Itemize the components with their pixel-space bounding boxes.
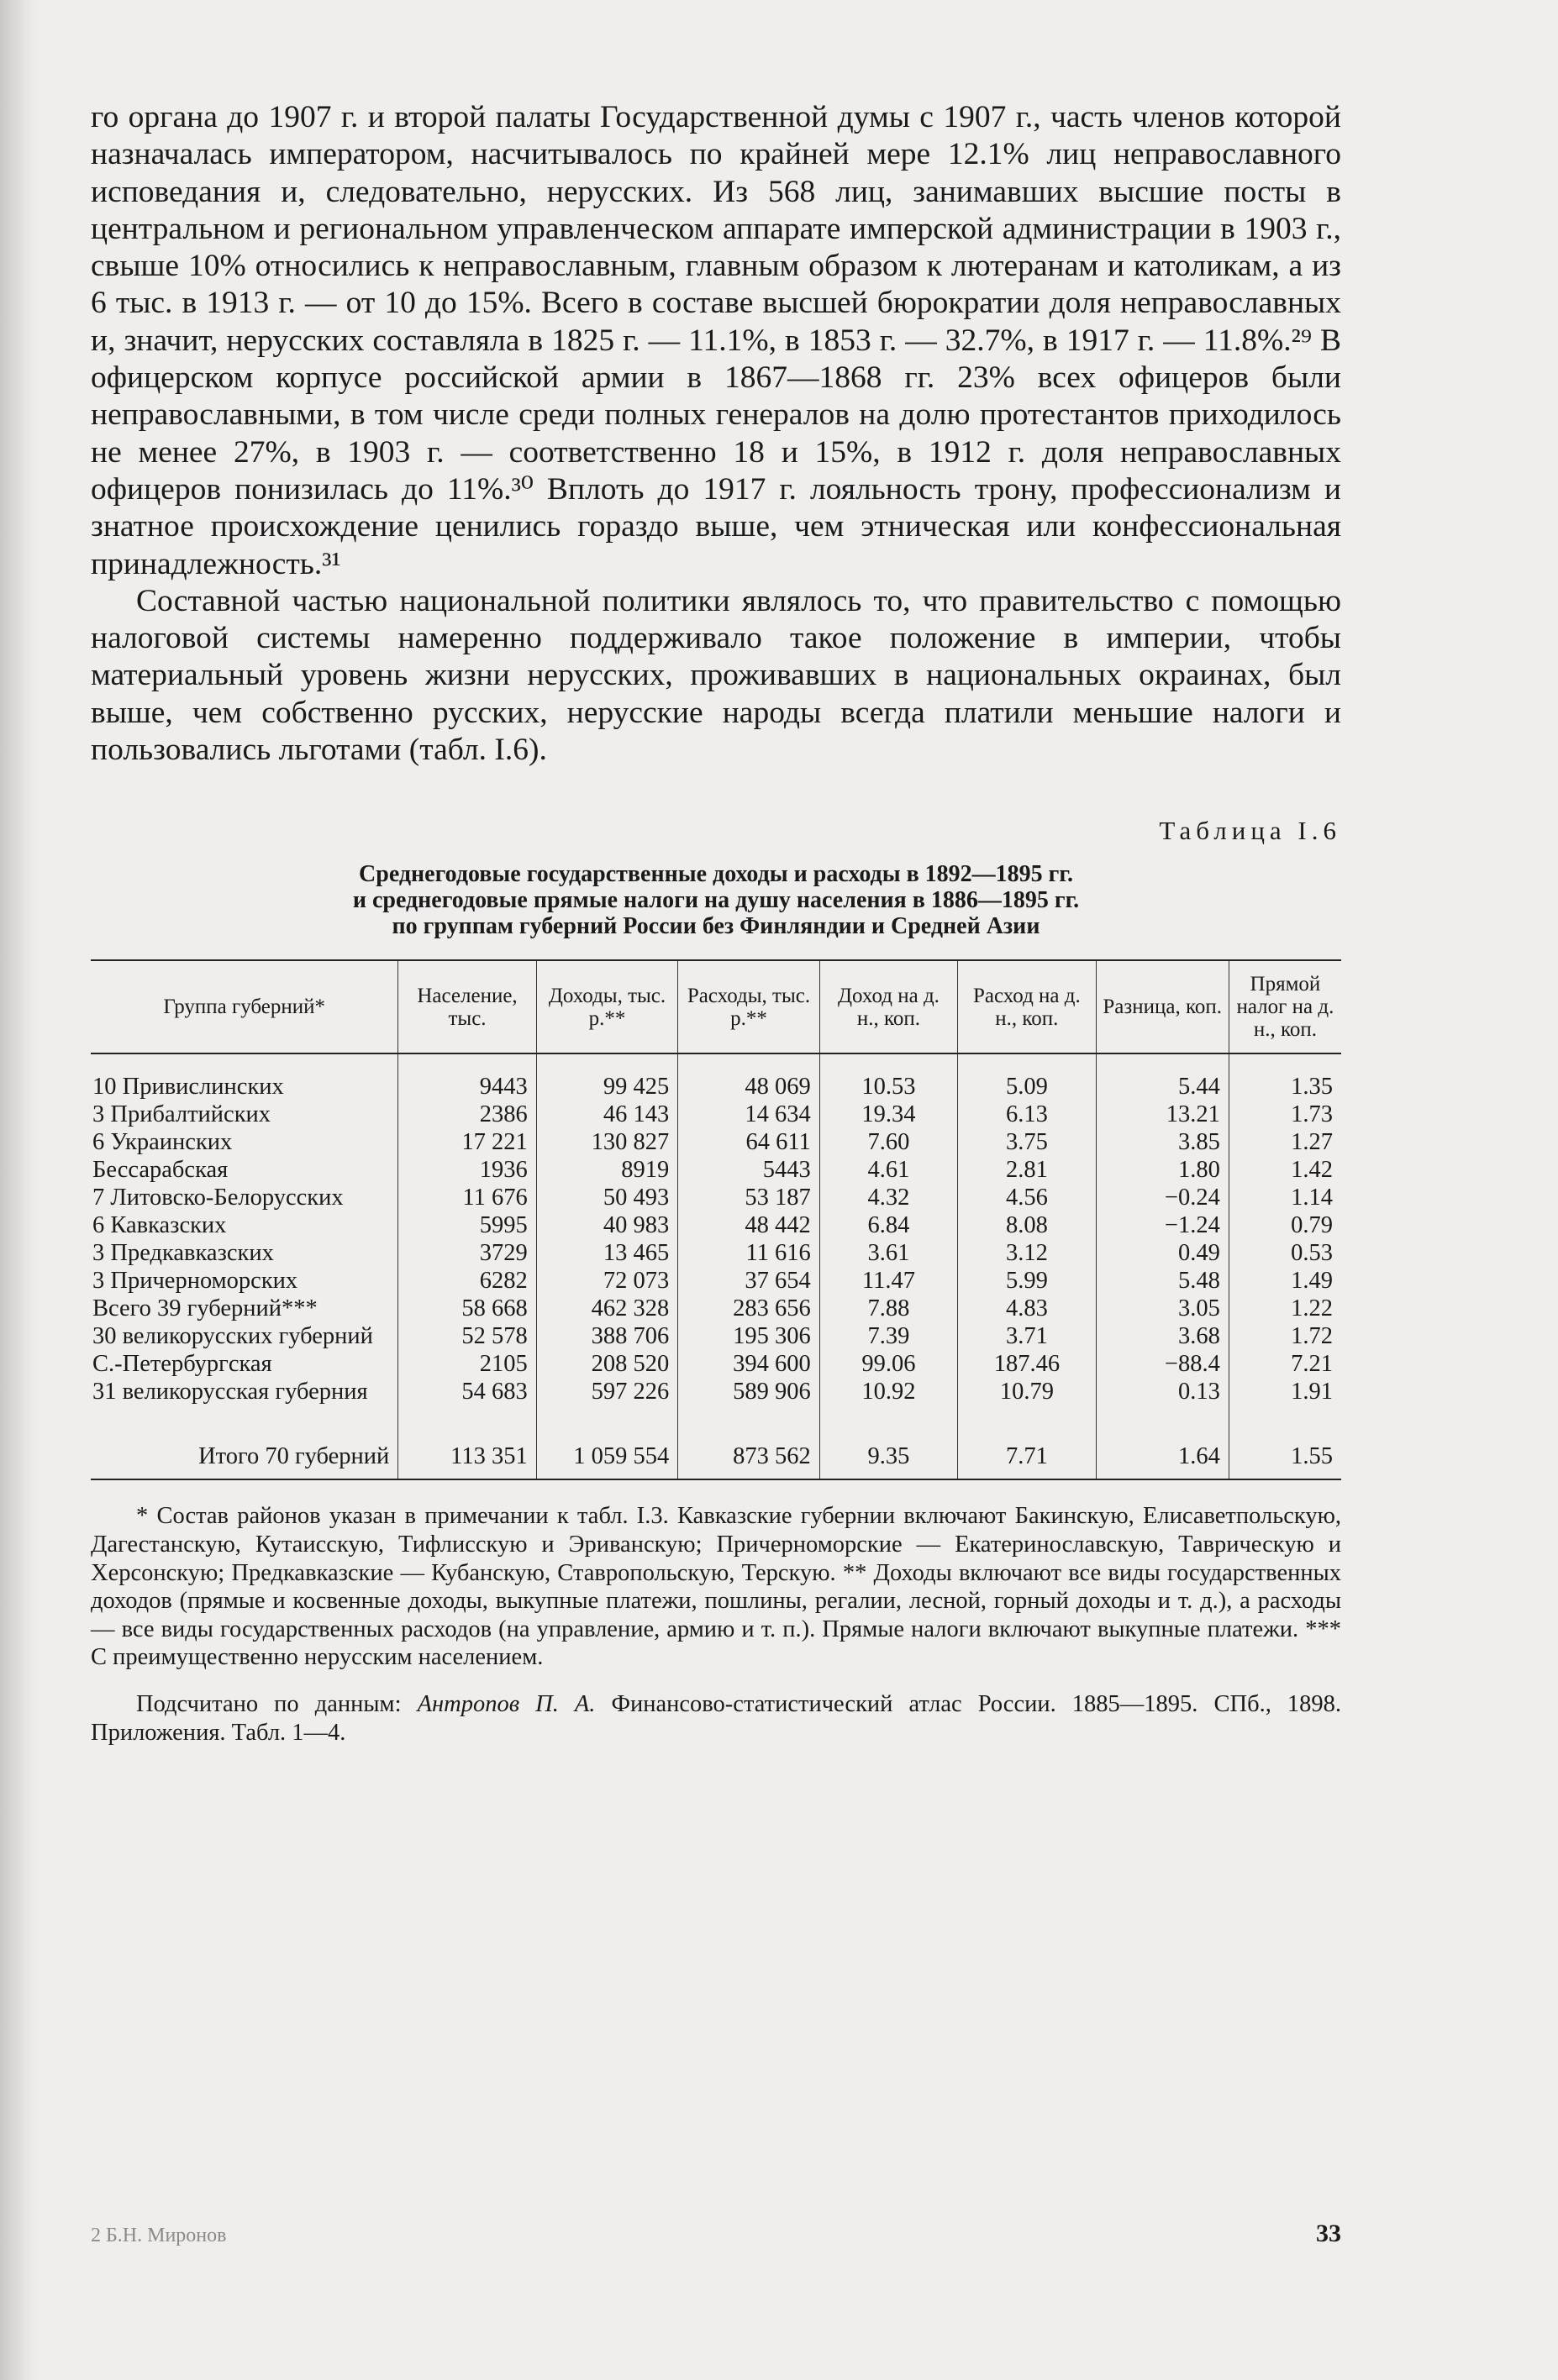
column-header: Расходы, тыс. р.**: [678, 960, 820, 1053]
value-cell: 6.84: [819, 1211, 957, 1239]
value-cell: 17 221: [398, 1128, 536, 1156]
value-cell: 46 143: [536, 1101, 678, 1128]
value-cell: 195 306: [678, 1322, 820, 1350]
value-cell: 11 676: [398, 1184, 536, 1211]
value-cell: 52 578: [398, 1322, 536, 1350]
group-name-cell: Бессарабская: [91, 1156, 398, 1184]
value-cell: 48 069: [678, 1053, 820, 1101]
value-cell: 1.73: [1291, 1101, 1333, 1128]
group-name-cell: 3 Прибалтийских: [91, 1101, 398, 1128]
value-cell: 7.39: [819, 1322, 957, 1350]
page: [91, 99, 1341, 1747]
group-name-cell: 6 Кавказских: [91, 1211, 398, 1239]
column-header: Группа губерний*: [91, 960, 398, 1053]
value-cell: 99 425: [536, 1053, 678, 1101]
group-name-cell: 3 Причерноморских: [91, 1267, 398, 1295]
page-number: 33: [1316, 2220, 1341, 2247]
group-name-cell: Итого 70 губерний: [91, 1405, 398, 1479]
page-footer: [91, 2220, 1341, 2247]
value-cell: 0.49: [1096, 1239, 1229, 1267]
value-cell: 19.34: [819, 1101, 957, 1128]
value-cell: 4.61: [819, 1156, 957, 1184]
value-cell: 1 059 554: [536, 1405, 678, 1479]
value-cell: 99.06: [819, 1350, 957, 1378]
value-cell: 1.14: [1291, 1185, 1333, 1211]
value-cell: 7.60: [819, 1128, 957, 1156]
value-cell: 58 668: [398, 1295, 536, 1322]
column-header: Доход на д. н., коп.: [819, 960, 957, 1053]
value-cell: 64 611: [678, 1128, 820, 1156]
table-total-row: [91, 1405, 1341, 1479]
group-name-cell: 31 великорусская губерния: [91, 1378, 398, 1405]
value-cell: 72 073: [536, 1267, 678, 1295]
value-cell: 1.22: [1291, 1295, 1333, 1322]
value-cell: 10.92: [819, 1378, 957, 1405]
value-cell: −88.4: [1096, 1350, 1229, 1378]
value-cell: 13 465: [536, 1239, 678, 1267]
column-header: Расход на д. н., коп.: [958, 960, 1096, 1053]
value-cell: 5.44: [1096, 1053, 1229, 1101]
value-cell: 2386: [398, 1101, 536, 1128]
value-cell: 13.21: [1096, 1101, 1229, 1128]
value-cell: 5.48: [1096, 1267, 1229, 1295]
value-cell: −0.24: [1096, 1184, 1229, 1211]
value-cell: 394 600: [678, 1350, 820, 1378]
group-name-cell: Всего 39 губерний***: [91, 1295, 398, 1322]
value-cell: 37 654: [678, 1267, 820, 1295]
value-cell: 7.71: [958, 1405, 1096, 1479]
table-row: [91, 1239, 1341, 1267]
value-cell: 113 351: [398, 1405, 536, 1479]
value-cell: 11.47: [819, 1267, 957, 1295]
footer-signature: 2 Б.Н. Миронов: [91, 2225, 227, 2246]
value-cell: 8919: [536, 1156, 678, 1184]
table-row: [91, 1053, 1341, 1101]
value-cell: 4.56: [958, 1184, 1096, 1211]
value-cell: 7.88: [819, 1295, 957, 1322]
table-label: Таблица I.6: [1159, 816, 1341, 846]
source-author: Антропов П. А.: [417, 1690, 596, 1717]
value-cell: 9.35: [819, 1405, 957, 1479]
source-prefix: Подсчитано по данным:: [136, 1690, 418, 1717]
value-cell: 208 520: [536, 1350, 678, 1378]
value-cell: 283 656: [678, 1295, 820, 1322]
value-cell: 53 187: [678, 1184, 820, 1211]
value-cell: 597 226: [536, 1378, 678, 1405]
table-row: [91, 1322, 1341, 1350]
table-header-row: [91, 960, 1341, 1053]
value-cell: 1936: [398, 1156, 536, 1184]
value-cell: 462 328: [536, 1295, 678, 1322]
group-name-cell: С.-Петербургская: [91, 1350, 398, 1378]
value-cell: 3.71: [958, 1322, 1096, 1350]
group-name-cell: 6 Украинских: [91, 1128, 398, 1156]
table-caption-line: и среднегодовые прямые налоги на душу населения в 1886—1895 гг.: [352, 887, 1080, 914]
value-cell: 3.75: [958, 1128, 1096, 1156]
column-header: Разница, коп.: [1096, 960, 1229, 1053]
paragraph-2: Составной частью национальной политики являлось то, что правительство с помощью налоговой системы намеренно поддерживало такое положение в империи, чтобы материальный уровень жизни нерусских, проживавших в национальных окраинах, был выше, чем собственно русских, нерусские народы всегда платили меньшие налоги и пользовались льготами (табл. I.6).: [91, 583, 1341, 768]
source-rest: Финансово-статистический атлас России. 1885—1895. СПб., 1898. Приложения. Табл. 1—4.: [91, 1690, 1341, 1746]
value-cell: 3.85: [1096, 1128, 1229, 1156]
value-cell: 5.09: [958, 1053, 1096, 1101]
table-row: [91, 1128, 1341, 1156]
group-name-cell: 7 Литовско-Белорусских: [91, 1184, 398, 1211]
table-row: [91, 1101, 1341, 1128]
value-cell: 6.13: [958, 1101, 1096, 1128]
value-cell: 1.80: [1096, 1156, 1229, 1184]
table-caption-line: по группам губерний России без Финляндии и Средней Азии: [392, 913, 1040, 940]
value-cell: 10.79: [958, 1378, 1096, 1405]
table-row: [91, 1211, 1341, 1239]
table-caption: [91, 861, 1341, 939]
data-table: [91, 959, 1341, 1480]
value-cell: 7.21: [1291, 1351, 1333, 1378]
value-cell: −1.24: [1096, 1211, 1229, 1239]
group-name-cell: 3 Предкавказских: [91, 1239, 398, 1267]
value-cell: 3729: [398, 1239, 536, 1267]
paragraph-1: го органа до 1907 г. и второй палаты Государственной думы с 1907 г., часть членов которой назначалась императором, насчитывалось по крайней мере 12.1% лиц неправославного исповедания и, следовательно, нерусских. Из 568 лиц, занимавших высшие посты в центральном и региональном управленческом аппарате имперской администрации в 1903 г., свыше 10% относились к неправославным, главным образом к лютеранам и католикам, а из 6 тыс. в 1913 г. — от 10 до 15%. Всего в составе высшей бюрократии доля неправославных и, значит, нерусских составляла в 1825 г. — 11.1%, в 1853 г. — 32.7%, в 1917 г. — 11.8%.²⁹ В офицерском корпусе российской армии в 1867—1868 гг. 23% всех офицеров были неправославными, в том числе среди полных генералов на долю протестантов приходилось не менее 27%, в 1903 г. — соответственно 18 и 15%, в 1912 г. доля неправославных офицеров понизилась до 11%.³⁰ Вплоть до 1917 г. лояльность трону, профессионализм и знатное происхождение ценились гораздо выше, чем этническая или конфессиональная принадлежность.³¹: [91, 100, 1341, 581]
table-row: [91, 1156, 1341, 1184]
column-header: Доходы, тыс. р.**: [536, 960, 678, 1053]
value-cell: 1.91: [1291, 1379, 1333, 1405]
value-cell: 1.64: [1096, 1405, 1229, 1479]
column-header: Население, тыс.: [398, 960, 536, 1053]
table-row: [91, 1295, 1341, 1322]
value-cell: 589 906: [678, 1378, 820, 1405]
value-cell: 0.79: [1291, 1212, 1333, 1239]
column-header: Прямой налог на д. н., коп.: [1229, 960, 1341, 1053]
value-cell: 14 634: [678, 1101, 820, 1128]
value-cell: 3.05: [1096, 1295, 1229, 1322]
value-cell: 187.46: [958, 1350, 1096, 1378]
source-note: [91, 1690, 1341, 1747]
value-cell: 873 562: [678, 1405, 820, 1479]
table-body: [91, 1053, 1341, 1479]
value-cell: 1.42: [1291, 1157, 1333, 1184]
value-cell: 3.68: [1096, 1322, 1229, 1350]
value-cell: 5.99: [958, 1267, 1096, 1295]
footnote: * Состав районов указан в примечании к табл. I.3. Кавказские губернии включают Бакинскую, Елисаветпольскую, Дагестанскую, Кутаисскую, Тифлисскую и Эриванскую; Причерноморские — Екатеринославскую, Таврическую и Херсонскую; Предкавказские — Кубанскую, Ставропольскую, Терскую. ** Доходы включают все виды государственных доходов (прямые и косвенные доходы, выкупные платежи, пошлины, регалии, лесной, горный доходы и т. д.), а расходы — все виды государственных расходов (на управление, армию и т. п.). Прямые налоги включают выкупные платежи. *** С преимущественно нерусским населением.: [91, 1503, 1341, 1671]
footnote-block: [91, 1502, 1341, 1747]
value-cell: 50 493: [536, 1184, 678, 1211]
value-cell: 1.55: [1291, 1443, 1333, 1470]
value-cell: 1.49: [1291, 1268, 1333, 1295]
group-name-cell: 30 великорусских губерний: [91, 1322, 398, 1350]
value-cell: 5995: [398, 1211, 536, 1239]
table-row: [91, 1267, 1341, 1295]
table-caption-line: Среднегодовые государственные доходы и расходы в 1892—1895 гг.: [359, 861, 1073, 888]
value-cell: 1.27: [1291, 1129, 1333, 1156]
page-edge-shadow: [0, 0, 37, 2380]
table-row: [91, 1184, 1341, 1211]
value-cell: 388 706: [536, 1322, 678, 1350]
table-row: [91, 1350, 1341, 1378]
value-cell: 4.83: [958, 1295, 1096, 1322]
value-cell: 3.61: [819, 1239, 957, 1267]
value-cell: 9443: [398, 1053, 536, 1101]
value-cell: 40 983: [536, 1211, 678, 1239]
table-row: [91, 1378, 1341, 1405]
value-cell: 2.81: [958, 1156, 1096, 1184]
value-cell: 130 827: [536, 1128, 678, 1156]
value-cell: 1.72: [1291, 1323, 1333, 1350]
value-cell: 54 683: [398, 1378, 536, 1405]
value-cell: 0.13: [1096, 1378, 1229, 1405]
value-cell: 4.32: [819, 1184, 957, 1211]
value-cell: 0.53: [1291, 1240, 1333, 1267]
value-cell: 6282: [398, 1267, 536, 1295]
value-cell: 48 442: [678, 1211, 820, 1239]
body-text: [91, 99, 1341, 769]
value-cell: 5443: [678, 1156, 820, 1184]
group-name-cell: 10 Привислинских: [91, 1053, 398, 1101]
value-cell: 1.35: [1291, 1074, 1333, 1101]
value-cell: 3.12: [958, 1239, 1096, 1267]
value-cell: 10.53: [819, 1053, 957, 1101]
value-cell: 8.08: [958, 1211, 1096, 1239]
value-cell: 2105: [398, 1350, 536, 1378]
value-cell: 11 616: [678, 1239, 820, 1267]
